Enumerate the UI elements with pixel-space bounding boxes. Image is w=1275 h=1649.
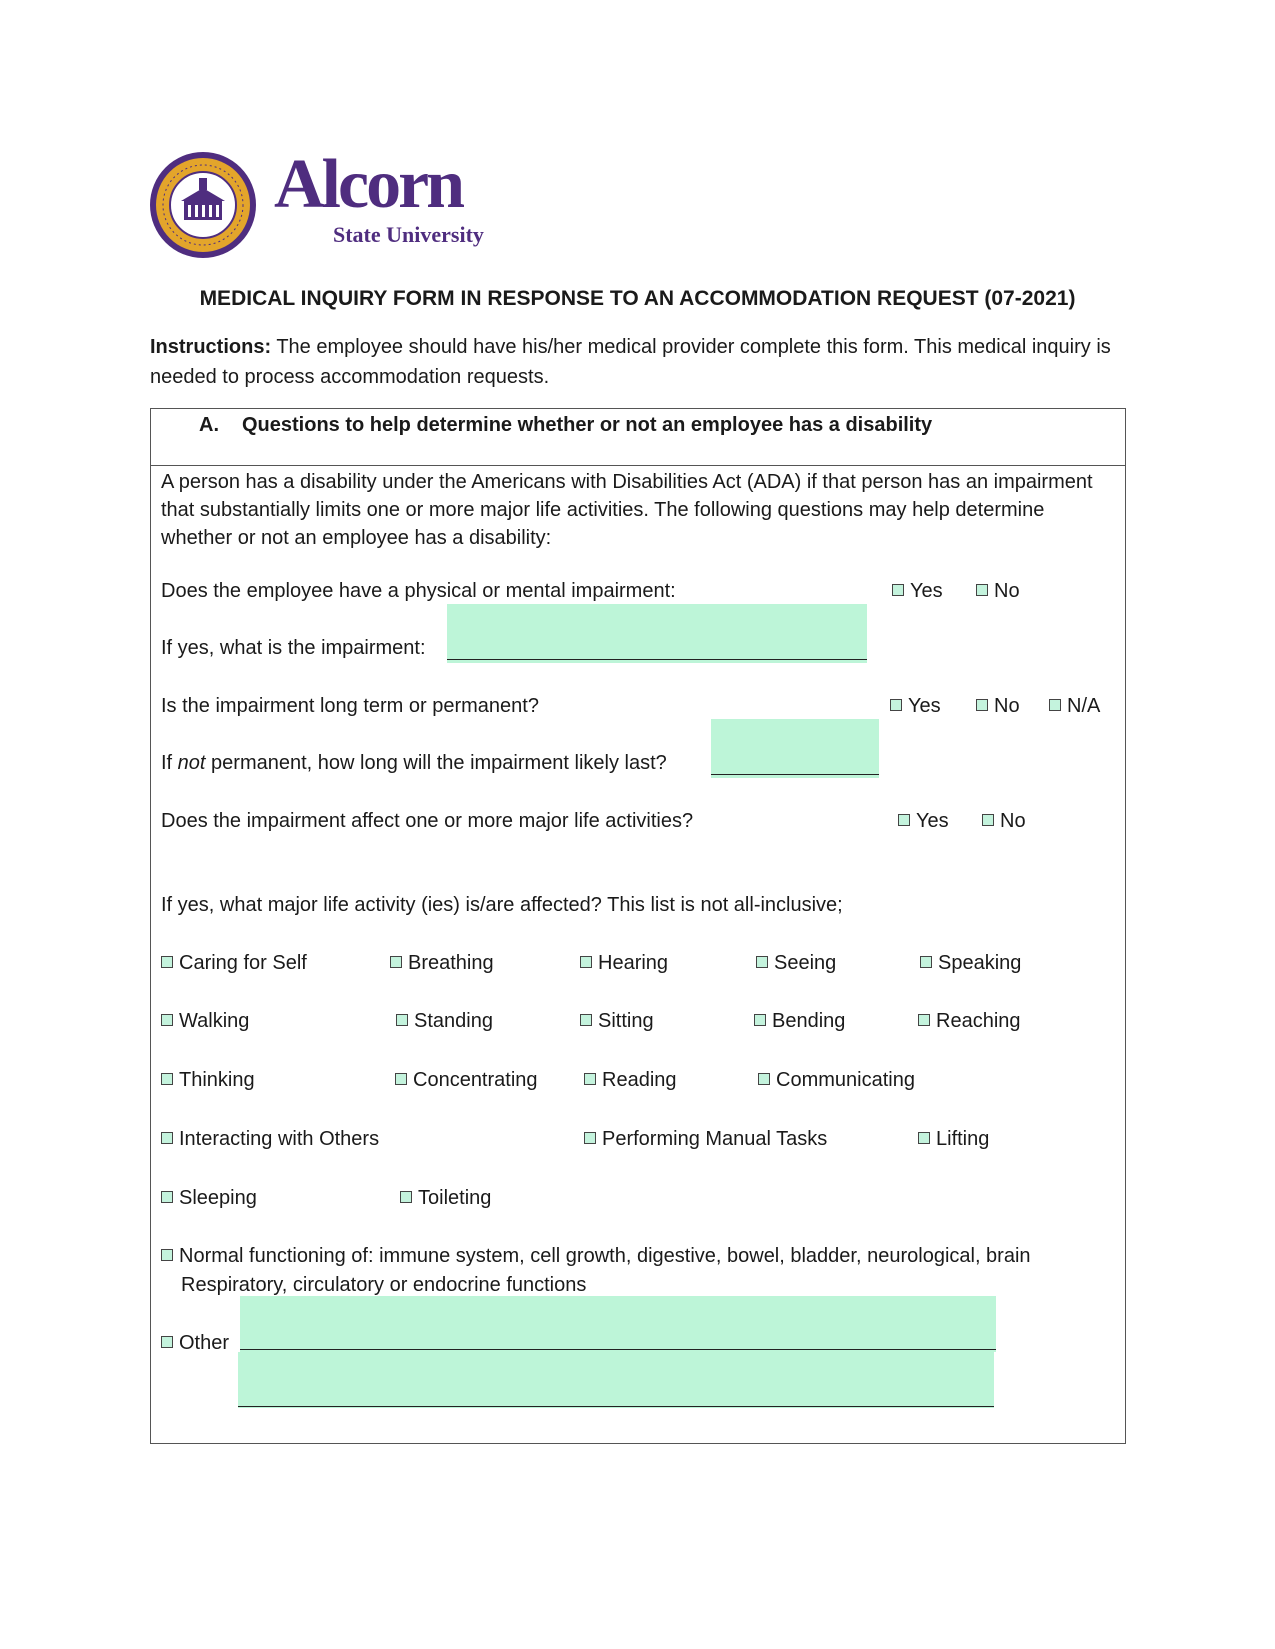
activity-other[interactable] (161, 1331, 229, 1355)
activity-label: Communicating (776, 1069, 915, 1091)
q1-no-label: No (994, 580, 1020, 602)
instructions (150, 332, 1130, 392)
activity-label: Standing (414, 1010, 493, 1032)
q2-no-checkbox[interactable] (976, 699, 988, 711)
activity-label: Thinking (179, 1069, 255, 1091)
q3-yes-label: Yes (916, 810, 949, 832)
activity-label: Reaching (936, 1010, 1021, 1032)
checkbox[interactable] (756, 956, 768, 968)
checkbox[interactable] (918, 1132, 930, 1144)
other-underline-2 (238, 1406, 994, 1407)
other-underline-1 (240, 1349, 996, 1350)
duration-prefix: If (161, 752, 178, 774)
q2-no-label: No (994, 695, 1020, 717)
activity-hearing[interactable] (580, 951, 668, 975)
checkbox[interactable] (918, 1014, 930, 1026)
question-impairment-detail: If yes, what is the impairment: (161, 637, 426, 659)
logo-subtitle: State University (333, 222, 484, 247)
activities-intro: If yes, what major life activity (ies) is/are affected? This list is not all-inclusive; (161, 894, 843, 916)
section-divider (150, 465, 1126, 466)
checkbox[interactable] (161, 956, 173, 968)
activity-communicating[interactable] (758, 1068, 915, 1092)
other-field-line-1[interactable] (240, 1296, 996, 1352)
checkbox[interactable] (584, 1073, 596, 1085)
activity-lifting[interactable] (918, 1127, 989, 1151)
activity-thinking[interactable] (161, 1068, 255, 1092)
checkbox[interactable] (161, 1191, 173, 1203)
activity-concentrating[interactable] (395, 1068, 538, 1092)
activity-label: Performing Manual Tasks (602, 1128, 828, 1150)
checkbox[interactable] (580, 1014, 592, 1026)
activity-toileting[interactable] (400, 1186, 491, 1210)
q2-na-checkbox[interactable] (1049, 699, 1061, 711)
activity-bending[interactable] (754, 1009, 845, 1033)
activity-performing-manual-tasks[interactable] (584, 1127, 827, 1151)
checkbox[interactable] (584, 1132, 596, 1144)
section-a-intro: A person has a disability under the Americans with Disabilities Act (ADA) if that person has an impairment that substantially limits one or more major life activities. The following questions may help determine whether or not an employee has a disability: (161, 471, 1093, 549)
question-duration (161, 751, 667, 775)
activity-label: Speaking (938, 952, 1022, 974)
activity-label: Breathing (408, 952, 494, 974)
activity-label: Walking (179, 1010, 250, 1032)
university-seal-logo (148, 150, 258, 265)
activity-label: Caring for Self (179, 952, 307, 974)
activity-interacting-with-others[interactable] (161, 1127, 379, 1151)
duration-underline (711, 774, 879, 775)
section-a-title: Questions to help determine whether or not an employee has a disability (242, 414, 933, 436)
q1-no-option[interactable] (976, 579, 1020, 603)
impairment-field[interactable] (447, 604, 867, 663)
checkbox[interactable] (161, 1132, 173, 1144)
normal-functioning-continued: Respiratory, circulatory or endocrine functions (181, 1274, 587, 1296)
checkbox[interactable] (920, 956, 932, 968)
section-a-letter: A. (199, 414, 219, 436)
activity-label: Hearing (598, 952, 669, 974)
activity-speaking[interactable] (920, 951, 1021, 975)
other-field-line-2[interactable] (238, 1352, 994, 1408)
q1-yes-option[interactable] (892, 579, 943, 603)
activity-label: Concentrating (413, 1069, 538, 1091)
activity-normal-functioning[interactable] (161, 1244, 1031, 1268)
impairment-underline (447, 659, 867, 660)
checkbox[interactable] (758, 1073, 770, 1085)
activity-seeing[interactable] (756, 951, 836, 975)
activity-label: Sitting (598, 1010, 654, 1032)
activity-walking[interactable] (161, 1009, 249, 1033)
checkbox[interactable] (161, 1249, 173, 1261)
duration-emphasis: not (177, 752, 206, 774)
q3-no-checkbox[interactable] (982, 814, 994, 826)
activity-label: Toileting (418, 1187, 492, 1209)
activity-standing[interactable] (396, 1009, 493, 1033)
activity-sleeping[interactable] (161, 1186, 257, 1210)
q1-yes-checkbox[interactable] (892, 584, 904, 596)
checkbox[interactable] (161, 1014, 173, 1026)
activity-sitting[interactable] (580, 1009, 654, 1033)
other-label: Other (179, 1332, 230, 1354)
q3-no-label: No (1000, 810, 1026, 832)
duration-field[interactable] (711, 719, 879, 778)
question-long-term: Is the impairment long term or permanent? (161, 695, 539, 717)
q2-yes-label: Yes (908, 695, 941, 717)
question-impairment: Does the employee have a physical or mental impairment: (161, 580, 676, 602)
activity-caring-for-self[interactable] (161, 951, 307, 975)
q3-yes-option[interactable] (898, 809, 949, 833)
q2-yes-option[interactable] (890, 694, 941, 718)
normal-functioning-label: Normal functioning of: immune system, cell growth, digestive, bowel, bladder, neurological, brain (179, 1245, 1031, 1267)
q2-na-option[interactable] (1049, 694, 1100, 718)
activity-breathing[interactable] (390, 951, 494, 975)
instructions-text: The employee should have his/her medical provider complete this form. This medical inquiry is needed to process accommodation requests. (150, 336, 1111, 388)
checkbox[interactable] (161, 1073, 173, 1085)
checkbox[interactable] (400, 1191, 412, 1203)
q2-no-option[interactable] (976, 694, 1020, 718)
logo-wordmark: Alcorn (274, 146, 463, 223)
checkbox[interactable] (395, 1073, 407, 1085)
activity-label: Interacting with Others (179, 1128, 380, 1150)
checkbox[interactable] (754, 1014, 766, 1026)
activity-reading[interactable] (584, 1068, 677, 1092)
checkbox[interactable] (396, 1014, 408, 1026)
q2-yes-checkbox[interactable] (890, 699, 902, 711)
instructions-label: Instructions: (150, 336, 272, 358)
q3-yes-checkbox[interactable] (898, 814, 910, 826)
activity-label: Lifting (936, 1128, 990, 1150)
form-title: MEDICAL INQUIRY FORM IN RESPONSE TO AN ACCOMMODATION REQUEST (07-2021) (199, 287, 1076, 310)
question-major-activities: Does the impairment affect one or more major life activities? (161, 810, 694, 832)
q1-no-checkbox[interactable] (976, 584, 988, 596)
activity-reaching[interactable] (918, 1009, 1021, 1033)
checkbox[interactable] (390, 956, 402, 968)
q1-yes-label: Yes (910, 580, 943, 602)
q2-na-label: N/A (1067, 695, 1101, 717)
activity-label: Reading (602, 1069, 677, 1091)
duration-suffix: permanent, how long will the impairment likely last? (205, 752, 667, 774)
activity-label: Bending (772, 1010, 846, 1032)
activity-label: Seeing (774, 952, 837, 974)
q3-no-option[interactable] (982, 809, 1026, 833)
checkbox[interactable] (580, 956, 592, 968)
checkbox[interactable] (161, 1336, 173, 1348)
activity-label: Sleeping (179, 1187, 257, 1209)
